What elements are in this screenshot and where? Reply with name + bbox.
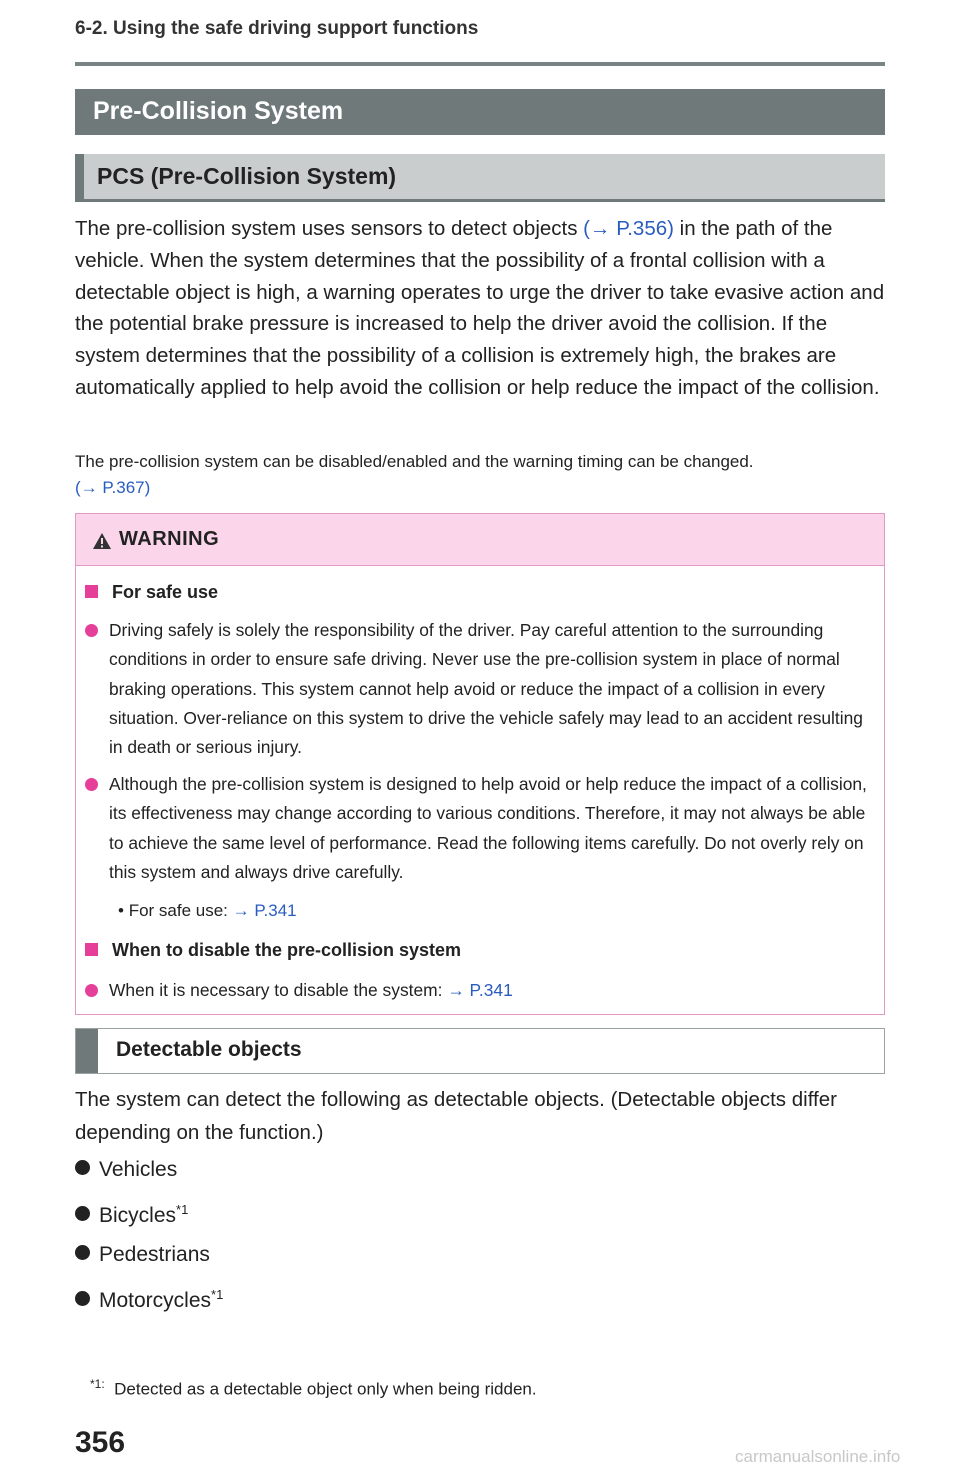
page-link-341-a[interactable]: → P.341	[232, 901, 297, 920]
list-item-label: Vehicles	[99, 1158, 178, 1181]
detectable-title: Detectable objects	[116, 1038, 302, 1061]
square-bullet-icon	[85, 943, 98, 956]
footnote-mark: *1	[211, 1287, 224, 1302]
bullet-label: When it is necessary to disable the system:	[109, 980, 443, 1000]
running-header: 6-2. Using the safe driving support functions	[75, 18, 479, 39]
sub-item: • For safe use: → P.341	[118, 901, 297, 920]
subsection-accent	[75, 154, 84, 199]
list-item	[75, 1202, 188, 1228]
warning-triangle-icon	[92, 532, 112, 550]
section-title-bar	[75, 89, 885, 135]
bullet-text	[109, 976, 874, 1005]
bullet-text: Driving safely is solely the responsibility of the driver. Pay careful attention to the surrounding conditions in order to ensure safe driving. Never use the pre-collision system in place of normal braking operations. This system cannot help avoid or reduce the impact of a collision in every situation. Over-reliance on this system to drive the vehicle safely may lead to an accident resulting in death or serious injury.	[109, 620, 863, 758]
warning-box	[75, 513, 885, 1015]
circle-bullet-icon	[85, 984, 98, 997]
page-link-356[interactable]: (→ P.356)	[583, 217, 674, 240]
intro-text-1: The pre-collision system uses sensors to detect objects	[75, 217, 584, 240]
list-item-label: Motorcycles	[99, 1289, 212, 1312]
page-link-367[interactable]: (→ P.367)	[75, 478, 151, 497]
list-item	[75, 1287, 223, 1313]
footnote	[90, 1377, 537, 1400]
bullet-dot-icon	[75, 1206, 90, 1221]
detectable-paragraph: The system can detect the following as detectable objects. (Detectable objects differ depending on the function.)	[75, 1088, 837, 1144]
footnote-mark: *1	[176, 1202, 189, 1217]
warning-title: WARNING	[119, 528, 220, 550]
list-item	[75, 1243, 210, 1267]
footnote-text: Detected as a detectable object only when being ridden.	[114, 1379, 537, 1399]
bullet-text: Although the pre-collision system is designed to help avoid or help reduce the impact of a collision, its effectiveness may change according to various conditions. Therefore, it may not always be able to achieve the same level of performance. Read the following items carefully. Do not overly rely on this system and always drive carefully.	[109, 774, 867, 882]
list-item-label: Pedestrians	[99, 1243, 210, 1266]
footnote-marker: *1:	[90, 1377, 105, 1391]
page-link-341-b[interactable]: → P.341	[447, 980, 513, 1000]
subheading-text: For safe use	[112, 582, 219, 602]
bullet-dot-icon	[75, 1291, 90, 1306]
watermark: carmanualsonline.info	[735, 1447, 901, 1466]
circle-bullet-icon	[85, 624, 98, 637]
intro-text-2: in the path of the vehicle. When the system determines that the possibility of a frontal collision with a detectable object is high, a warning operates to urge the driver to take evasive action and the potential brake pressure is increased to help the driver avoid the collision. If the system determines that the possibility of a collision is extremely high, the brakes are automatically applied to help avoid the collision or help reduce the impact of the collision.	[75, 217, 885, 399]
list-item	[75, 1158, 177, 1182]
subsection-title: PCS (Pre-Collision System)	[97, 163, 397, 189]
subheading-text: When to disable the pre-collision system	[112, 940, 462, 960]
detectable-title-bar	[75, 1028, 885, 1074]
detectable-accent	[76, 1029, 98, 1073]
list-item-label: Bicycles	[99, 1204, 177, 1227]
bullet-dot-icon	[75, 1245, 90, 1260]
warning-header	[76, 514, 884, 566]
intro-paragraph	[75, 213, 887, 404]
sub-item-label: For safe use:	[128, 901, 228, 920]
note-paragraph	[75, 449, 887, 501]
bullet-dot-icon	[75, 1160, 90, 1175]
note-text: The pre-collision system can be disabled/enabled and the warning timing can be changed.	[75, 452, 754, 471]
header-rule	[75, 62, 885, 66]
section-title: Pre-Collision System	[93, 97, 344, 125]
page-number: 356	[75, 1426, 126, 1459]
square-bullet-icon	[85, 585, 98, 598]
circle-bullet-icon	[85, 778, 98, 791]
subsection-title-bar	[75, 154, 885, 202]
